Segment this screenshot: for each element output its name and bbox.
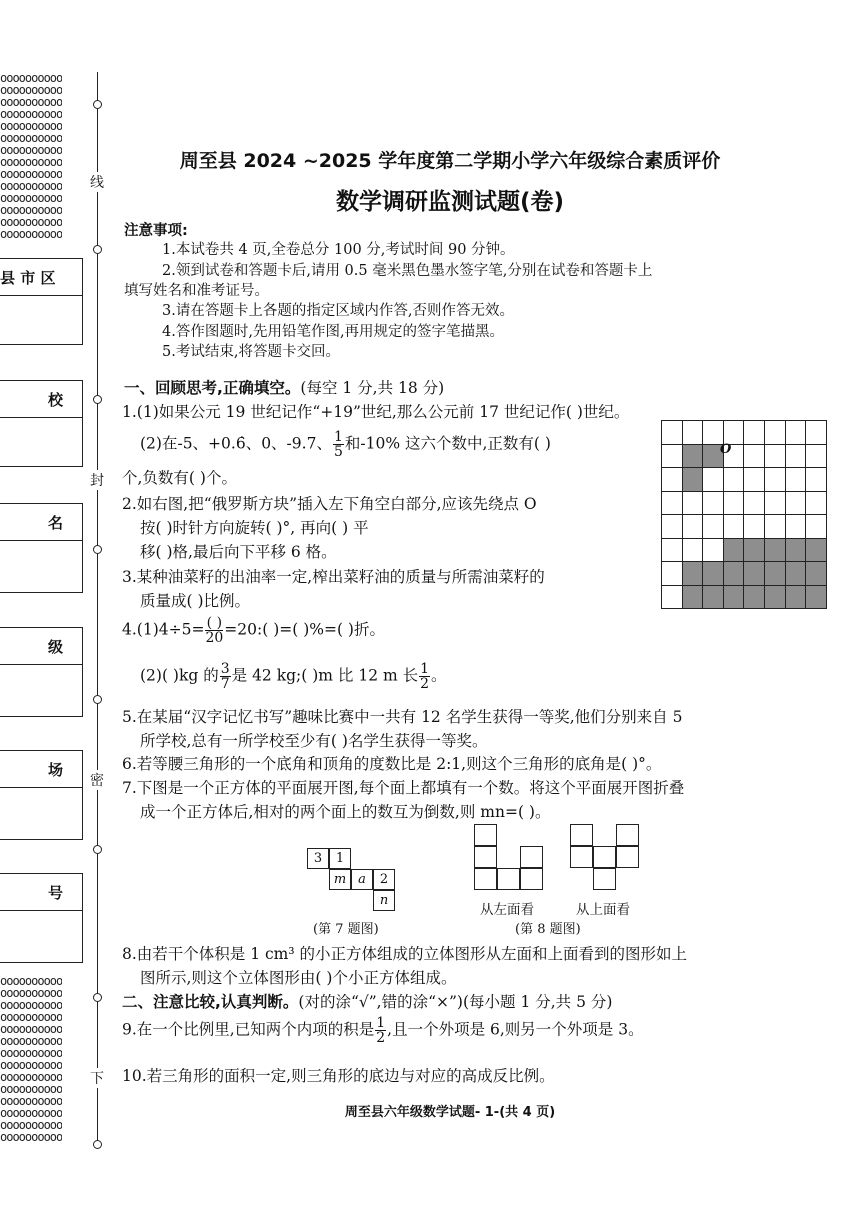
- question-2-line3: 移( )格,最后向下平移 6 格。: [140, 543, 337, 561]
- section1-heading: 一、回顾思考,正确填空。: [124, 379, 301, 397]
- class-field[interactable]: [0, 627, 83, 717]
- fraction: [205, 616, 223, 645]
- grid-cell: [744, 468, 765, 492]
- net-cell: n: [373, 890, 395, 911]
- notice-item: 填写姓名和准考证号。: [124, 283, 269, 299]
- net-cell: 3: [307, 848, 329, 869]
- county-field[interactable]: [0, 258, 83, 345]
- grid-cell: [765, 468, 786, 492]
- county-label: 县 市 区: [0, 269, 56, 287]
- question-1-2: [140, 430, 551, 459]
- grid-cell: [765, 562, 786, 586]
- notice-item: 1.本试卷共 4 页,全卷总分 100 分,考试时间 90 分钟。: [162, 242, 515, 258]
- exam-room-field[interactable]: [0, 750, 83, 840]
- question-7-line1: 7.下图是一个正方体的平面展开图,每个面上都填有一个数。将这个平面展开图折叠: [122, 779, 685, 797]
- grid-cell: [683, 562, 704, 586]
- section1-note: (每空 1 分,共 18 分): [300, 379, 445, 397]
- grid-cell: [724, 421, 745, 445]
- grid-cell: [806, 586, 827, 610]
- seat-number-field[interactable]: [0, 873, 83, 963]
- grid-cell: [744, 586, 765, 610]
- name-field[interactable]: [0, 503, 83, 593]
- fraction-numerator: 1: [376, 1015, 386, 1031]
- grid-cell: [806, 421, 827, 445]
- grid-cell: [786, 515, 807, 539]
- grid-cell: [683, 492, 704, 516]
- fraction: [333, 430, 344, 459]
- grid-cell: [744, 539, 765, 563]
- net-cell: a: [351, 869, 373, 890]
- school-label: 校: [48, 391, 64, 409]
- net-cell: m: [329, 869, 351, 890]
- grid-cell: [765, 586, 786, 610]
- fraction: [375, 1016, 386, 1045]
- cut-line-char: 密: [90, 770, 104, 790]
- school-field[interactable]: [0, 380, 83, 467]
- grid-cell: [703, 562, 724, 586]
- cut-line-char: 线: [90, 172, 104, 192]
- question-5-line1: 5.在某届“汉字记忆书写”趣味比赛中一共有 12 名学生获得一等奖,他们分别来自 5: [122, 708, 683, 726]
- question-7-line2: 成一个正方体后,相对的两个面上的数互为倒数,则 mn=( )。: [140, 803, 551, 821]
- cut-line-circle: [93, 245, 102, 254]
- exam-title-line2: 数学调研监测试题(卷): [335, 189, 565, 215]
- left-view-label: 从左面看: [480, 902, 534, 918]
- grid-cell: [806, 539, 827, 563]
- grid-cell: [786, 421, 807, 445]
- cut-line-circle: [93, 545, 102, 554]
- name-label: 名: [48, 514, 64, 532]
- question-9: [122, 1016, 644, 1045]
- question-2-line2: 按( )时针方向旋转( )°, 再向( ) 平: [140, 519, 369, 537]
- fraction-numerator: ( ): [206, 615, 223, 631]
- grid-cell: [786, 445, 807, 469]
- question-8-line1: 8.由若干个体积是 1 cm³ 的小正方体组成的立体图形从左面和上面看到的图形如上: [122, 945, 688, 963]
- cut-line-circle: [93, 845, 102, 854]
- cut-line-circle: [93, 993, 102, 1002]
- question-4-2-text: (2)( )kg 的: [140, 666, 219, 685]
- tetris-grid-figure: [661, 420, 827, 609]
- question-1-1: 1.(1)如果公元 19 世纪记作“+19”世纪,那么公元前 17 世纪记作( )世纪。: [122, 403, 630, 421]
- grid-cell: [662, 562, 683, 586]
- grid-cell: [724, 468, 745, 492]
- point-o-label: O: [720, 442, 732, 457]
- net-cell: 1: [329, 848, 351, 869]
- cut-line-char: 封: [90, 470, 104, 490]
- question-4-1-text: =20:( )=( )%=( )折。: [224, 620, 385, 639]
- question-4-1: [122, 616, 385, 645]
- grid-cell: [662, 515, 683, 539]
- fraction-denominator: 20: [205, 630, 224, 646]
- notice-item: 2.领到试卷和答题卡后,请用 0.5 毫米黑色墨水签字笔,分别在试卷和答题卡上: [162, 263, 653, 279]
- grid-cell: [662, 492, 683, 516]
- section2-note: (对的涂“√”,错的涂“×”)(每小题 1 分,共 5 分): [298, 993, 613, 1011]
- exam-room-label: 场: [48, 761, 64, 779]
- grid-cell: [765, 421, 786, 445]
- question-3-line2: 质量成( )比例。: [140, 592, 251, 610]
- grid-cell: [662, 421, 683, 445]
- grid-cell: [744, 515, 765, 539]
- question-9-text: 9.在一个比例里,已知两个内项的积是: [122, 1020, 375, 1039]
- grid-cell: [744, 492, 765, 516]
- grid-cell: [765, 445, 786, 469]
- class-label: 级: [48, 638, 64, 656]
- fraction-numerator: 1: [333, 429, 343, 445]
- grid-cell: [703, 539, 724, 563]
- figure-8-caption: (第 8 题图): [515, 922, 581, 937]
- grid-cell: [662, 539, 683, 563]
- page-footer: 周至县六年级数学试题- 1-(共 4 页): [344, 1105, 556, 1120]
- fraction-denominator: 2: [420, 676, 430, 692]
- figure-7-caption: (第 7 题图): [313, 922, 379, 937]
- question-1-2-cont: 个,负数有( )个。: [122, 469, 237, 487]
- grid-cell: [765, 492, 786, 516]
- fraction-numerator: 1: [420, 661, 430, 677]
- grid-cell: [683, 515, 704, 539]
- question-2-line1: 2.如右图,把“俄罗斯方块”插入左下角空白部分,应该先绕点 O: [122, 495, 537, 513]
- grid-cell: [662, 586, 683, 610]
- grid-cell: [806, 468, 827, 492]
- notice-item: 3.请在答题卡上各题的指定区域内作答,否则作答无效。: [162, 303, 514, 319]
- question-1-2-text: (2)在-5、+0.6̇、0、-9.7、: [140, 434, 332, 453]
- grid-cell: [683, 421, 704, 445]
- grid-cell: [683, 445, 704, 469]
- decorative-circle-pattern-top: oooooooooo oooooooooo oooooooooo oooooooooo oooooooooo oooooooooo oooooooooo oooooooooo oooooooooo oooooooooo oooooooooo oooooooooo oooooooooo oooooooooo: [0, 72, 62, 241]
- grid-cell: [786, 539, 807, 563]
- fraction-numerator: 3: [220, 661, 230, 677]
- question-1-2-text: 和-10% 这六个数中,正数有( ): [344, 434, 551, 453]
- question-4-2-text: 是 42 kg;( )m 比 12 m 长: [231, 666, 419, 685]
- grid-cell: [786, 468, 807, 492]
- grid-cell: [724, 492, 745, 516]
- grid-cell: [724, 562, 745, 586]
- fraction-denominator: 2: [376, 1030, 386, 1046]
- fraction-denominator: 5: [333, 444, 343, 460]
- grid-cell: [683, 586, 704, 610]
- notice-heading: 注意事项:: [124, 223, 188, 239]
- cut-line-char: 下: [90, 1068, 104, 1088]
- grid-cell: [703, 586, 724, 610]
- notice-item: 4.答作图题时,先用铅笔作图,再用规定的签字笔描黑。: [162, 324, 505, 340]
- grid-cell: [724, 515, 745, 539]
- grid-cell: [703, 515, 724, 539]
- section2-heading: 二、注意比较,认真判断。: [122, 993, 299, 1011]
- cut-line-circle: [93, 100, 102, 109]
- grid-cell: [703, 492, 724, 516]
- section1-header: [124, 376, 444, 398]
- fraction: [419, 662, 430, 691]
- notice-item: 5.考试结束,将答题卡交回。: [162, 344, 340, 360]
- cut-line-circle: [93, 695, 102, 704]
- section2-header: [122, 990, 612, 1012]
- grid-cell: [744, 445, 765, 469]
- grid-cell: [786, 492, 807, 516]
- decorative-circle-pattern-bottom: oooooooooo oooooooooo oooooooooo oooooooooo oooooooooo oooooooooo oooooooooo oooooooooo oooooooooo oooooooooo oooooooooo oooooooooo oooooooooo oooooooooo: [0, 975, 62, 1144]
- question-9-text: ,且一个外项是 6,则另一个外项是 3。: [387, 1020, 644, 1039]
- grid-cell: [724, 586, 745, 610]
- grid-cell: [806, 445, 827, 469]
- question-8-line2: 图所示,则这个立体图形由( )个小正方体组成。: [140, 969, 457, 987]
- question-4-2-text: 。: [431, 666, 447, 685]
- grid-cell: [806, 492, 827, 516]
- grid-cell: [724, 539, 745, 563]
- grid-cell: [765, 515, 786, 539]
- top-view-label: 从上面看: [576, 902, 630, 918]
- net-cell: 2: [373, 869, 395, 890]
- binding-cut-line: [97, 72, 98, 1142]
- grid-cell: [703, 421, 724, 445]
- grid-cell: [683, 539, 704, 563]
- grid-cell: [662, 468, 683, 492]
- grid-cell: [806, 562, 827, 586]
- grid-cell: [683, 468, 704, 492]
- grid-cell: [806, 515, 827, 539]
- grid-cell: [744, 421, 765, 445]
- cut-line-circle: [93, 395, 102, 404]
- grid-cell: [786, 586, 807, 610]
- question-6: 6.若等腰三角形的一个底角和顶角的度数比是 2:1,则这个三角形的底角是( )°。: [122, 755, 662, 773]
- question-4-1-text: 4.(1)4÷5=: [122, 620, 205, 639]
- fraction-denominator: 7: [220, 676, 230, 692]
- seat-number-label: 号: [48, 884, 64, 902]
- question-4-2: [140, 662, 447, 691]
- grid-cell: [765, 539, 786, 563]
- question-3-line1: 3.某种油菜籽的出油率一定,榨出菜籽油的质量与所需油菜籽的: [122, 568, 545, 586]
- grid-cell: [786, 562, 807, 586]
- exam-title-line1: 周至县 2024 ~2025 学年度第二学期小学六年级综合素质评价: [179, 150, 721, 172]
- grid-cell: [662, 445, 683, 469]
- fraction: [220, 662, 231, 691]
- question-10: 10.若三角形的面积一定,则三角形的底边与对应的高成反比例。: [122, 1067, 555, 1085]
- grid-cell: [744, 562, 765, 586]
- cut-line-circle: [93, 1140, 102, 1149]
- grid-cell: [703, 468, 724, 492]
- question-5-line2: 所学校,总有一所学校至少有( )名学生获得一等奖。: [140, 732, 488, 750]
